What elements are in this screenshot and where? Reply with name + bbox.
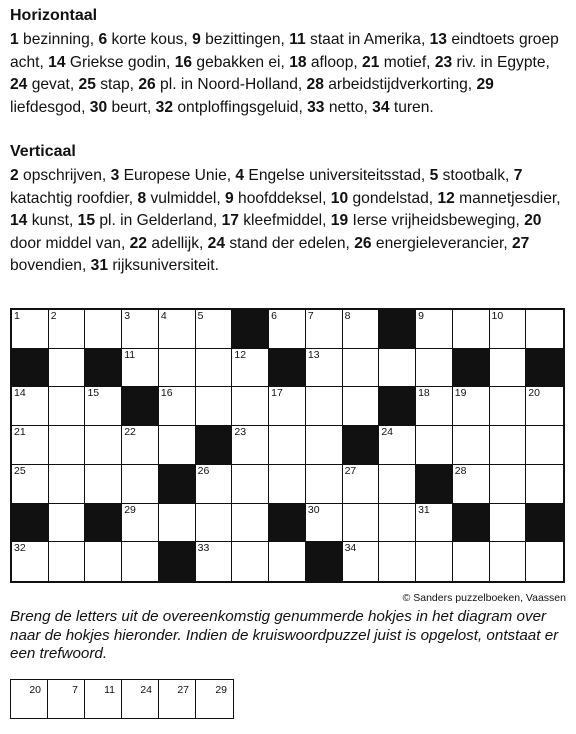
grid-cell[interactable]: [49, 504, 86, 543]
horizontal-clue: [10, 76, 79, 93]
black-cell: [269, 504, 306, 543]
clue-text: kunst,: [27, 212, 78, 229]
black-cell: [379, 387, 416, 426]
clue-number: 11: [289, 31, 306, 48]
black-cell: [232, 310, 269, 349]
cell-number: 2: [50, 310, 57, 322]
grid-cell[interactable]: [159, 349, 196, 388]
clue-number: 9: [192, 31, 201, 48]
black-cell: [159, 465, 196, 504]
grid-cell[interactable]: [343, 504, 380, 543]
grid-cell[interactable]: [416, 387, 453, 426]
grid-cell[interactable]: [306, 504, 343, 543]
horizontal-clue: [372, 99, 434, 116]
vertical-clue: [91, 257, 219, 274]
black-cell: [12, 349, 49, 388]
clue-text: liefdesgod,: [10, 98, 90, 116]
clue-text: staat in Amerika,: [305, 31, 430, 48]
vertical-clue: [331, 212, 524, 229]
grid-cell[interactable]: [85, 465, 122, 504]
grid-cell[interactable]: [159, 504, 196, 543]
clue-number: 2: [10, 167, 19, 184]
cell-number: 25: [14, 464, 26, 477]
grid-cell[interactable]: [526, 310, 563, 349]
cell-number: 18: [418, 387, 430, 400]
grid-cell[interactable]: [269, 542, 306, 581]
clue-number: 10: [330, 189, 349, 207]
grid-cell[interactable]: [269, 465, 306, 504]
clue-text: bovendien,: [10, 257, 91, 274]
grid-cell[interactable]: [196, 387, 233, 426]
clue-number: 16: [174, 53, 193, 71]
clue-number: 23: [434, 53, 453, 71]
horizontal-clue: [138, 76, 306, 93]
crossword-grid: [10, 308, 565, 583]
grid-cell[interactable]: [453, 310, 490, 349]
clue-text: stootbalk,: [438, 167, 514, 184]
clue-text: kleefmiddel,: [238, 212, 331, 229]
horizontal-clues: [10, 29, 566, 119]
black-cell: [12, 504, 49, 543]
clue-text: vulmiddel,: [146, 189, 225, 207]
grid-cell[interactable]: [122, 349, 159, 388]
vertical-clue: [430, 167, 514, 184]
grid-cell[interactable]: [306, 387, 343, 426]
grid-cell[interactable]: [490, 465, 527, 504]
clue-text: turen.: [389, 98, 434, 116]
black-cell: [453, 504, 490, 543]
clue-text: katachtig roofdier,: [10, 189, 138, 207]
grid-cell[interactable]: [453, 387, 490, 426]
vertical-clue: [78, 212, 222, 229]
clue-number: 19: [330, 212, 349, 229]
grid-cell[interactable]: [232, 504, 269, 543]
cell-number: 30: [307, 503, 320, 516]
cell-number: 13: [307, 348, 320, 361]
cell-number: 10: [491, 310, 504, 322]
grid-cell[interactable]: [12, 542, 49, 581]
copyright-credit: © Sanders puzzelboeken, Vaassen: [402, 592, 566, 604]
grid-cell[interactable]: [196, 349, 233, 388]
horizontal-clue: [289, 54, 362, 71]
solution-cell[interactable]: [85, 680, 122, 718]
vertical-clue: [130, 235, 208, 252]
clue-number: 14: [48, 53, 66, 71]
clue-number: 12: [437, 189, 455, 207]
clue-number: 22: [129, 234, 147, 252]
cell-number: 11: [124, 348, 136, 361]
grid-cell[interactable]: [490, 310, 527, 349]
clue-number: 5: [429, 167, 439, 184]
grid-cell[interactable]: [343, 387, 380, 426]
grid-cell[interactable]: [306, 465, 343, 504]
clue-text: beurt,: [107, 98, 156, 116]
grid-cell[interactable]: [306, 426, 343, 465]
grid-cell[interactable]: [85, 310, 122, 349]
clue-text: motief,: [379, 53, 435, 71]
grid-cell[interactable]: [343, 465, 380, 504]
clue-text: riv. in Egypte,: [452, 53, 550, 71]
clue-number: 20: [524, 212, 542, 229]
grid-cell[interactable]: [49, 465, 86, 504]
cell-number: 19: [454, 387, 467, 400]
grid-cell[interactable]: [306, 310, 343, 349]
clue-number: 26: [138, 76, 156, 93]
clue-text: energieleverancier,: [371, 234, 512, 252]
grid-cell[interactable]: [49, 387, 86, 426]
clue-number: 6: [98, 31, 108, 48]
grid-cell[interactable]: [416, 426, 453, 465]
horizontal-clue: [289, 31, 429, 48]
grid-cell[interactable]: [343, 542, 380, 581]
solution-cell-number: 24: [140, 684, 152, 696]
cell-number: 5: [197, 310, 204, 322]
instructions-text: Breng de letters uit de overeenkomstig genummerde hokjes in het diagram over naar de hokjes hieronder. Indien de kruiswoordpuzzel juist is opgelost, ontstaat er een trefwoord.: [10, 608, 559, 662]
grid-cell[interactable]: [159, 426, 196, 465]
grid-cell[interactable]: [526, 465, 563, 504]
clue-number: 28: [306, 76, 324, 93]
clue-text: Engelse universiteitsstad,: [244, 167, 430, 184]
grid-cell[interactable]: [526, 542, 563, 581]
black-cell: [526, 504, 563, 543]
solution-cell[interactable]: [122, 680, 159, 718]
grid-cell[interactable]: [416, 504, 453, 543]
clue-number: 14: [10, 212, 28, 229]
vertical-clues: [10, 165, 566, 278]
clue-number: 24: [207, 234, 226, 252]
clue-text: gondelstad,: [348, 189, 438, 207]
clue-number: 8: [137, 189, 147, 207]
clue-text: gebakken ei,: [192, 53, 290, 71]
horizontal-heading: Horizontaal: [10, 7, 98, 24]
cell-number: 1: [14, 310, 20, 322]
clue-number: 27: [512, 234, 530, 252]
clue-number: 30: [89, 98, 108, 116]
grid-cell[interactable]: [343, 349, 380, 388]
black-cell: [269, 349, 306, 388]
grid-cell[interactable]: [379, 542, 416, 581]
grid-cell[interactable]: [122, 504, 159, 543]
grid-cell[interactable]: [232, 465, 269, 504]
grid-cell[interactable]: [122, 310, 159, 349]
cell-number: 26: [197, 464, 210, 477]
horizontal-clue: [175, 54, 289, 71]
grid-cell[interactable]: [85, 542, 122, 581]
black-cell: [453, 349, 490, 388]
vertical-clue: [225, 190, 331, 207]
horizontal-clue: [435, 54, 550, 71]
clue-text: pl. in Noord-Holland,: [155, 76, 307, 93]
black-cell: [196, 426, 233, 465]
vertical-clue: [437, 190, 560, 207]
grid-cell[interactable]: [379, 426, 416, 465]
solution-cell-number: 11: [104, 684, 115, 696]
cell-number: 22: [124, 426, 136, 439]
grid-cell[interactable]: [269, 387, 306, 426]
grid-cell[interactable]: [490, 504, 527, 543]
grid-cell[interactable]: [269, 426, 306, 465]
grid-cell[interactable]: [85, 387, 122, 426]
cell-number: 7: [307, 310, 314, 322]
vertical-clue: [10, 167, 111, 184]
grid-cell[interactable]: [490, 387, 527, 426]
grid-cell[interactable]: [416, 542, 453, 581]
vertical-clue: [235, 167, 429, 184]
cell-number: 14: [14, 387, 26, 400]
grid-cell[interactable]: [453, 542, 490, 581]
solution-cell[interactable]: [48, 680, 85, 718]
clue-number: 24: [10, 76, 28, 93]
solution-word-grid: [10, 679, 234, 719]
vertical-clue: [222, 212, 331, 229]
clue-number: 25: [78, 76, 96, 93]
clue-text: door middel van,: [10, 234, 130, 252]
grid-cell[interactable]: [196, 310, 233, 349]
clue-text: opschrijven,: [18, 167, 111, 184]
clue-number: 29: [476, 76, 494, 93]
clue-number: 34: [372, 98, 390, 116]
horizontal-clue: [79, 76, 139, 93]
clue-number: 7: [513, 167, 523, 184]
grid-cell[interactable]: [122, 465, 159, 504]
clue-text: eindtoets groep acht,: [10, 31, 559, 71]
clue-text: rijksuniversiteit.: [108, 257, 219, 274]
clue-text: Ierse vrijheidsbeweging,: [348, 212, 525, 229]
grid-cell[interactable]: [232, 542, 269, 581]
clue-number: 13: [429, 31, 447, 48]
grid-cell[interactable]: [12, 426, 49, 465]
solution-cell-number: 7: [72, 684, 78, 696]
cell-number: 24: [381, 426, 394, 439]
vertical-clue: [10, 212, 78, 229]
clue-text: bezinning,: [18, 31, 99, 48]
horizontal-clue: [48, 54, 175, 71]
black-cell: [306, 542, 343, 581]
cell-number: 3: [124, 310, 131, 322]
grid-cell[interactable]: [232, 349, 269, 388]
grid-cell[interactable]: [416, 349, 453, 388]
grid-cell[interactable]: [416, 310, 453, 349]
clue-number: 15: [77, 212, 95, 229]
cell-number: 28: [454, 464, 467, 477]
horizontal-clue: [362, 54, 435, 71]
cell-number: 15: [87, 387, 100, 400]
grid-cell[interactable]: [12, 465, 49, 504]
solution-cell[interactable]: [11, 680, 48, 718]
cell-number: 8: [344, 310, 351, 322]
clue-number: 31: [90, 257, 108, 274]
horizontal-clue: [156, 99, 307, 116]
cell-number: 9: [418, 310, 424, 322]
grid-cell[interactable]: [49, 542, 86, 581]
black-cell: [159, 542, 196, 581]
cell-number: 29: [124, 503, 136, 516]
clue-text: Europese Unie,: [119, 167, 236, 184]
horizontal-clue: [10, 31, 98, 48]
grid-cell[interactable]: [159, 310, 196, 349]
clue-number: 33: [307, 98, 325, 116]
cell-number: 20: [528, 387, 540, 400]
vertical-clue: [137, 190, 225, 207]
black-cell: [85, 504, 122, 543]
grid-cell[interactable]: [232, 387, 269, 426]
black-cell: [343, 426, 380, 465]
clue-number: 9: [225, 189, 234, 207]
grid-cell[interactable]: [196, 504, 233, 543]
grid-cell[interactable]: [85, 426, 122, 465]
clue-text: ontploffingsgeluid,: [173, 98, 308, 116]
clue-number: 17: [221, 212, 239, 229]
horizontal-clue: [307, 99, 372, 116]
grid-cell[interactable]: [196, 542, 233, 581]
black-cell: [416, 465, 453, 504]
solution-cell[interactable]: [159, 680, 196, 718]
solution-cell-number: 27: [177, 684, 189, 696]
clue-text: adellijk,: [146, 234, 208, 252]
cell-number: 17: [271, 387, 283, 400]
clue-number: 32: [155, 98, 174, 116]
grid-cell[interactable]: [232, 426, 269, 465]
clue-number: 21: [362, 53, 380, 71]
clue-text: stand der edelen,: [225, 234, 355, 252]
clue-text: Griekse godin,: [65, 53, 175, 71]
solution-cell-number: 20: [29, 684, 41, 696]
horizontal-clue: [90, 99, 156, 116]
clue-text: stap,: [95, 76, 139, 93]
black-cell: [122, 387, 159, 426]
clue-text: bezittingen,: [200, 31, 290, 48]
vertical-heading: Verticaal: [10, 143, 76, 160]
grid-cell[interactable]: [196, 465, 233, 504]
vertical-clue: [331, 190, 438, 207]
cell-number: 16: [160, 387, 173, 400]
black-cell: [85, 349, 122, 388]
grid-cell[interactable]: [526, 387, 563, 426]
grid-cell[interactable]: [379, 465, 416, 504]
solution-cell[interactable]: [196, 680, 233, 718]
black-cell: [526, 349, 563, 388]
cell-number: 34: [344, 542, 357, 555]
horizontal-clue: [98, 31, 192, 48]
clue-number: 26: [354, 234, 372, 252]
clue-text: korte kous,: [107, 31, 193, 48]
clue-text: gevat,: [27, 76, 79, 93]
cell-number: 12: [234, 348, 247, 361]
grid-cell[interactable]: [379, 349, 416, 388]
horizontal-clue: [307, 76, 477, 93]
solution-cell-number: 29: [215, 684, 227, 696]
cell-number: 21: [14, 426, 26, 439]
grid-cell[interactable]: [269, 310, 306, 349]
cell-number: 23: [234, 426, 247, 439]
clue-text: mannetjesdier,: [454, 189, 561, 207]
vertical-clue: [208, 235, 355, 252]
vertical-clue: [354, 235, 512, 252]
grid-cell[interactable]: [49, 310, 86, 349]
grid-cell[interactable]: [122, 426, 159, 465]
cell-number: 33: [197, 542, 210, 555]
grid-cell[interactable]: [526, 426, 563, 465]
clue-number: 4: [235, 167, 245, 184]
grid-cell[interactable]: [490, 426, 527, 465]
grid-cell[interactable]: [490, 349, 527, 388]
cell-number: 31: [418, 503, 430, 516]
grid-cell[interactable]: [490, 542, 527, 581]
cell-number: 27: [344, 464, 357, 477]
grid-cell[interactable]: [49, 426, 86, 465]
cell-number: 32: [14, 542, 26, 555]
cell-number: 4: [160, 310, 167, 322]
horizontal-clue: [192, 31, 289, 48]
clue-number: 1: [10, 31, 19, 48]
clue-text: pl. in Gelderland,: [95, 212, 222, 229]
grid-cell[interactable]: [12, 387, 49, 426]
black-cell: [379, 310, 416, 349]
clue-number: 18: [289, 53, 307, 71]
grid-cell[interactable]: [379, 504, 416, 543]
clue-number: 3: [110, 167, 120, 184]
vertical-clue: [111, 167, 236, 184]
clue-text: afloop,: [306, 53, 363, 71]
clue-text: arbeidstijdverkorting,: [323, 76, 477, 93]
grid-cell[interactable]: [159, 387, 196, 426]
grid-cell[interactable]: [343, 310, 380, 349]
grid-cell[interactable]: [122, 542, 159, 581]
cell-number: 6: [271, 310, 277, 322]
clue-text: netto,: [324, 98, 373, 116]
grid-cell[interactable]: [49, 349, 86, 388]
clue-text: hoofddeksel,: [233, 189, 331, 207]
grid-cell[interactable]: [306, 349, 343, 388]
grid-cell[interactable]: [453, 465, 490, 504]
grid-cell[interactable]: [453, 426, 490, 465]
grid-cell[interactable]: [12, 310, 49, 349]
